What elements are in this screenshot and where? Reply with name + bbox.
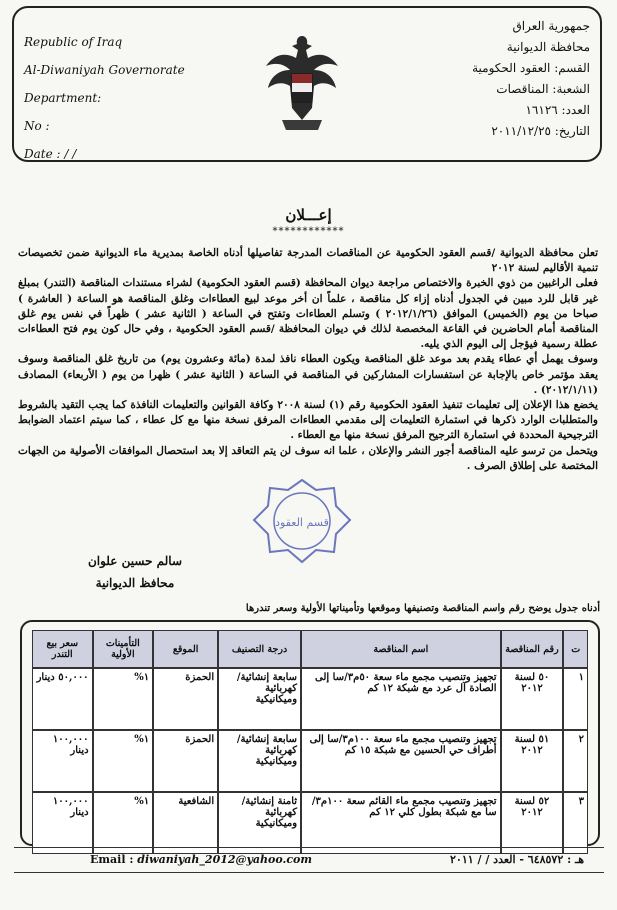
email-address: diwaniyah_2012@yahoo.com [137, 853, 313, 866]
english-line-date: Date : / / [24, 147, 77, 161]
arabic-line-country: جمهورية العراق [512, 19, 590, 33]
cell-classification: ثامنة إنشائية/ كهربائية وميكانيكية [218, 792, 301, 854]
header-tender-name: اسم المناقصة [301, 630, 501, 668]
header-index: ت [563, 630, 588, 668]
english-line-department: Department: [24, 91, 102, 105]
cell-index: ٢ [563, 730, 588, 792]
table-row [32, 668, 588, 730]
letterhead-english [24, 28, 224, 168]
header-location: الموقع [153, 630, 218, 668]
arabic-line-number: العدد: ١٦١٢٦ [525, 103, 590, 117]
letterhead [12, 6, 602, 162]
english-line-country: Republic of Iraq [24, 35, 123, 49]
cell-classification: سابعة إنشائية/ كهربائية وميكانيكية [218, 730, 301, 792]
cell-classification: سابعة إنشائية/ كهربائية وميكانيكية [218, 668, 301, 730]
english-line-governorate: Al-Diwaniyah Governorate [24, 63, 185, 77]
english-line-number: No : [24, 119, 50, 133]
title-stars: ************ [272, 226, 345, 237]
arabic-line-date: التاريخ: ٢٠١١/١٢/٢٥ [491, 124, 590, 138]
tenders-table [32, 630, 588, 854]
tenders-table-frame [20, 620, 600, 846]
paragraph-costs: ويتحمل من ترسو عليه المناقصة أجور النشر والإعلان ، علما انه سوف لن يتم التعاقد إلا بعد استحصال الموافقات الأصولية من الجهات المختصة على إطلاق الصرف . [18, 444, 598, 472]
cell-insurance: ١% [93, 792, 154, 854]
email-label: Email : [90, 853, 134, 866]
signatory-name: سالم حسين علوان [87, 554, 183, 568]
arabic-line-department: القسم: العقود الحكومية [472, 61, 590, 75]
header-classification: درجة التصنيف [218, 630, 301, 668]
eagle-emblem-icon [262, 28, 342, 138]
paragraph-regulations: يخضع هذا الإعلان إلى تعليمات تنفيذ العقود الحكومية رقم (١) لسنة ٢٠٠٨ وكافة القوانين والتعليمات النافذة كما يجب التقيد بالشروط والمتطلبات الوارد ذكرها في استمارة التعليمات إلى مقدمي العطاءات المرفق نسخة منها مع كل عطاء ، كما سيتم اعتماد الضوابط الترجيحية المحددة في استمارة الترجيح المرفق نسخة منها مع العطاء . [18, 399, 598, 442]
cell-location: الحمزة [153, 730, 218, 792]
cell-tender-number: ٥٠ لسنة ٢٠١٢ [501, 668, 564, 730]
cell-tender-name: تجهيز وتنصيب مجمع ماء سعة ١٠٠م٣/سا إلى أطراف حي الحسين مع شبكة ١٥ كم [301, 730, 501, 792]
header-insurance: التأمينات الأولية [93, 630, 154, 668]
arabic-line-governorate: محافظة الديوانية [506, 40, 590, 54]
footer-reference: هـ : ٦٤٨٥٧٢ - العدد / / ٢٠١١ [450, 853, 584, 866]
cell-tender-price: ١٠٠,٠٠٠ دينار [32, 730, 93, 792]
header-tender-number: رقم المناقصة [501, 630, 564, 668]
table-row [32, 730, 588, 792]
department-stamp-icon [252, 478, 352, 564]
table-row [32, 792, 588, 854]
table-header-row [32, 630, 588, 668]
announcement-body [18, 246, 598, 474]
footer [14, 847, 604, 873]
footer-email [90, 853, 312, 866]
cell-tender-name: تجهيز وتنصيب مجمع ماء القائم سعة ١٠٠م٣/سا مع شبكة بطول كلي ١٢ كم [301, 792, 501, 854]
paragraph-late-bids: وسوف يهمل أي عطاء يقدم بعد موعد غلق المناقصة ويكون العطاء نافذ لمدة (مائة وعشرون يوم) من تاريخ غلق المناقصة وسوف يعقد مؤتمر خاص بالإجابة عن استفسارات المشاركين في المناقصة في الساعة ( الثانية عشر ) ظهرا من يوم ( الأربعاء) المصادف (٢٠١٢/١/١١) . [18, 353, 598, 396]
cell-location: الشافعية [153, 792, 218, 854]
cell-index: ١ [563, 668, 588, 730]
cell-insurance: ١% [93, 668, 154, 730]
announcement-title: إعـــلان [285, 206, 332, 224]
cell-location: الحمزة [153, 668, 218, 730]
cell-index: ٣ [563, 792, 588, 854]
cell-insurance: ١% [93, 730, 154, 792]
letterhead-arabic [410, 16, 590, 142]
paragraph-purchase: فعلى الراغبين من ذوي الخبرة والاختصاص مراجعة ديوان المحافظة (قسم العقود الحكومية) لشراء مستندات المناقصة (التندر) بمبلغ غير قابل للرد مبين في الجدول أدناه إزاء كل مناقصة ، علماً ان أخر موعد لبيع العطاءات وغلق المناقصة هو الساعة ( العاشرة ) صباحا من يوم (الخميس) الموافق (٢٠١٢/١/٢٦ ) وتسلم العطاءات وتفتح في الساعة ( الثانية عشر ) ظهراً في نفس يوم غلق المناقصة أمام الحاضرين في القاعة المخصصة لذلك في ديوان المحافظة /قسم العقود الحكومية ، وفي حال كون يوم فتح العطاءات عطلة رسمية فيؤجل إلى اليوم الذي يليه. [18, 277, 598, 351]
signatory-title: محافظ الديوانية [95, 576, 175, 590]
cell-tender-number: ٥١ لسنة ٢٠١٢ [501, 730, 564, 792]
cell-tender-price: ٥٠,٠٠٠ دينار [32, 668, 93, 730]
paragraph-intro: تعلن محافظة الديوانية /قسم العقود الحكومية عن المناقصات المدرجة تفاصيلها أدناه الخاصة بمديرية ماء الديوانية ضمن تخصيصات تنمية الأقاليم لسنة ٢٠١٢ [18, 247, 598, 275]
arabic-line-section: الشعبة: المناقصات [496, 82, 590, 96]
table-intro: أدناه جدول يوضح رقم واسم المناقصة وتصنيفها وموقعها وتأميناتها الأولية وسعر تندرها [245, 603, 600, 614]
signature-block [70, 550, 200, 594]
stamp-text: قسم العقود [275, 516, 329, 529]
cell-tender-number: ٥٢ لسنة ٢٠١٢ [501, 792, 564, 854]
header-tender-price: سعر بيع التندر [32, 630, 93, 668]
cell-tender-price: ١٠٠,٠٠٠ دينار [32, 792, 93, 854]
cell-tender-name: تجهيز وتنصيب مجمع ماء سعة ٥٠م٣/سا إلى الصادة آل عرد مع شبكة ١٢ كم [301, 668, 501, 730]
